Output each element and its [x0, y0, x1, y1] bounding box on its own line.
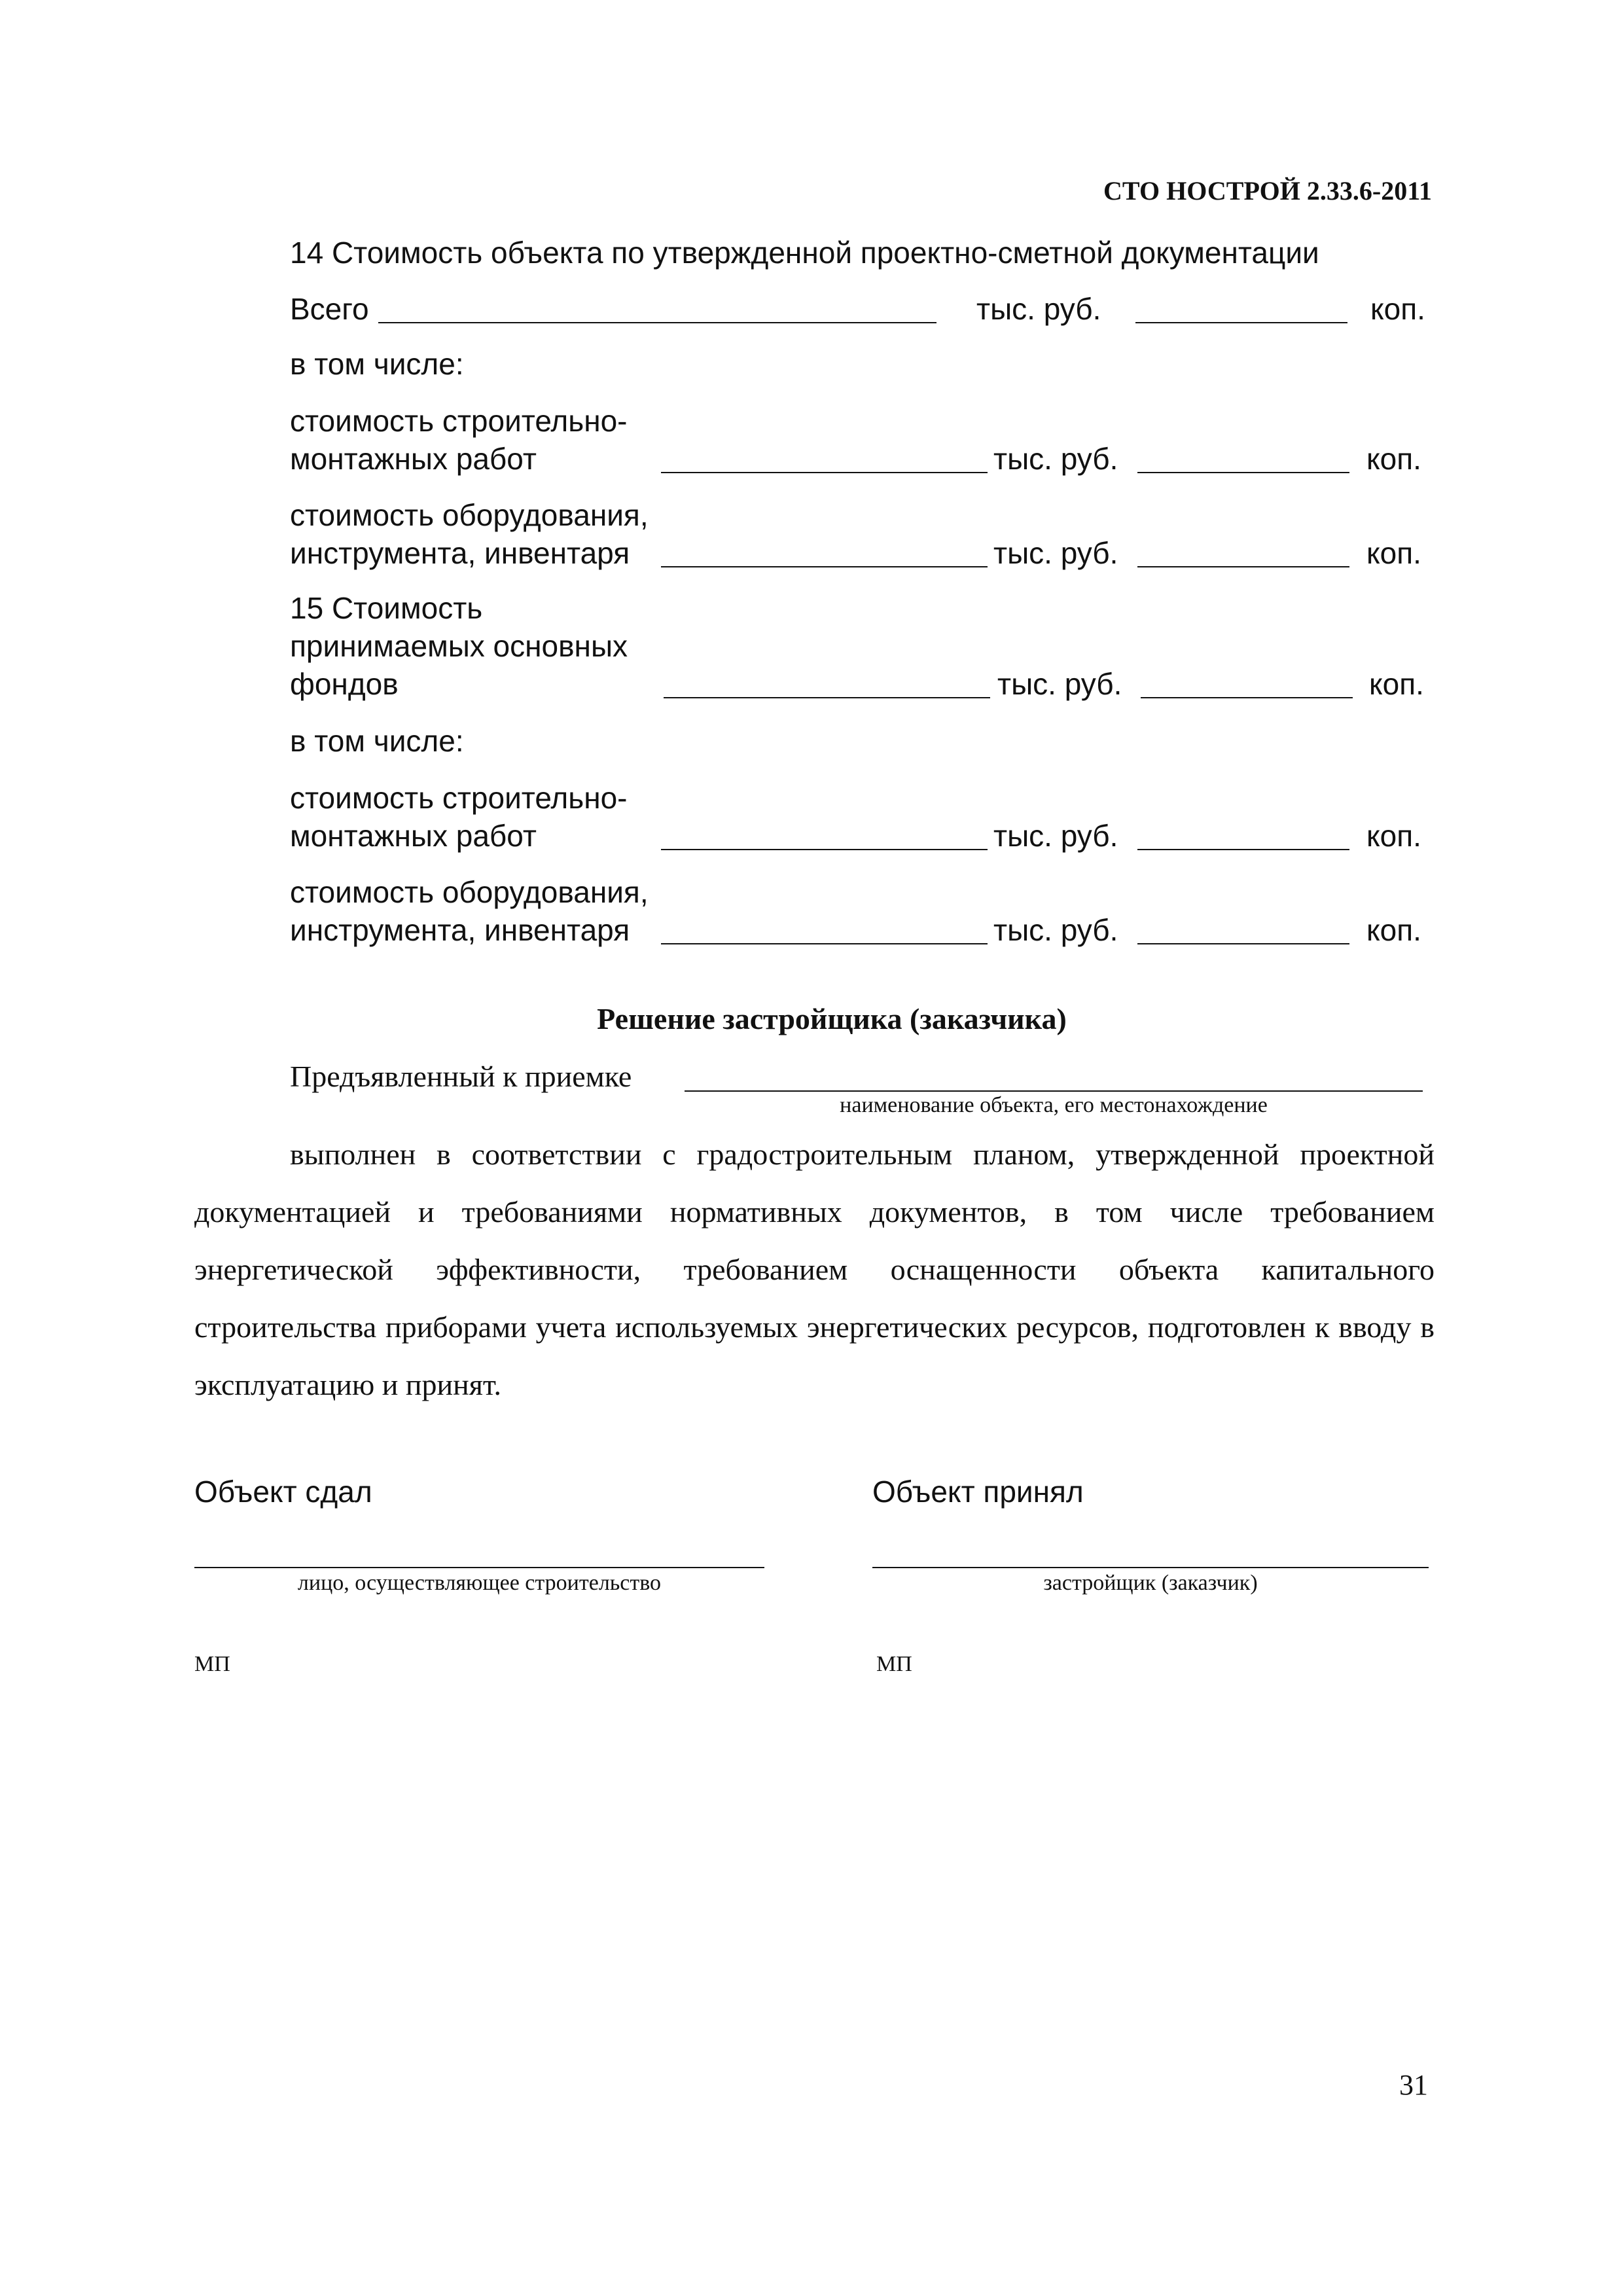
unit-kop: коп. — [1366, 442, 1421, 476]
section14-title: 14 Стоимость объекта по утвержденной проектно-сметной документации — [290, 236, 1319, 270]
including-label: в том числе: — [290, 347, 464, 381]
including-label: в том числе: — [290, 724, 464, 758]
unit-kop: коп. — [1369, 667, 1424, 701]
equip-label-line2: инструмента, инвентаря — [290, 536, 630, 570]
equip-label-line1: стоимость оборудования, — [290, 498, 649, 532]
accepted-label: Объект принял — [872, 1475, 1084, 1509]
smr-label-line2: монтажных работ — [290, 442, 537, 476]
unit-kop: коп. — [1366, 913, 1421, 947]
funds-rub-field[interactable] — [664, 697, 990, 698]
smr-label-line1: стоимость строительно- — [290, 781, 628, 815]
stamp-place-left: МП — [194, 1652, 230, 1676]
equip-rub-field[interactable] — [661, 943, 988, 944]
total-kop-field[interactable] — [1135, 322, 1347, 323]
smr-label-line2: монтажных работ — [290, 819, 537, 853]
decision-paragraph: выполнен в соответствии с градостроительным планом, утвержденной проектной документацией и требованиями нормативных документов, в том числе требованием энергетической эффективности, требованием оснащенности объекта капитального строительства приборами учета используемых энергетических ресурсов, подготовлен к вводу в эксплуатацию и принят. — [194, 1138, 1435, 1401]
page-number: 31 — [1399, 2069, 1428, 2101]
contractor-signature-field[interactable] — [194, 1567, 764, 1568]
funds-kop-field[interactable] — [1141, 697, 1353, 698]
smr-kop-field[interactable] — [1137, 472, 1349, 473]
unit-thousand-rub: тыс. руб. — [993, 913, 1118, 947]
equip-label-line2: инструмента, инвентаря — [290, 913, 630, 947]
smr-rub-field[interactable] — [661, 849, 988, 850]
equip-kop-field[interactable] — [1137, 566, 1349, 567]
unit-thousand-rub: тыс. руб. — [997, 667, 1122, 701]
unit-thousand-rub: тыс. руб. — [993, 442, 1118, 476]
presented-label: Предъявленный к приемке — [290, 1060, 632, 1093]
stamp-place-right: МП — [876, 1652, 912, 1676]
unit-kop: коп. — [1370, 292, 1425, 326]
customer-caption: застройщик (заказчик) — [1043, 1571, 1258, 1595]
handed-over-label: Объект сдал — [194, 1475, 372, 1509]
unit-kop: коп. — [1366, 819, 1421, 853]
equip-rub-field[interactable] — [661, 566, 988, 567]
unit-thousand-rub: тыс. руб. — [993, 536, 1118, 570]
unit-kop: коп. — [1366, 536, 1421, 570]
section15-title-line1: 15 Стоимость — [290, 591, 483, 625]
contractor-caption: лицо, осуществляющее строительство — [297, 1571, 662, 1595]
unit-thousand-rub: тыс. руб. — [993, 819, 1118, 853]
section15-title-line2: принимаемых основных — [290, 629, 628, 663]
equip-label-line1: стоимость оборудования, — [290, 875, 649, 909]
equip-kop-field[interactable] — [1137, 943, 1349, 944]
section15-title-line3: фондов — [290, 667, 399, 701]
smr-label-line1: стоимость строительно- — [290, 404, 628, 438]
smr-rub-field[interactable] — [661, 472, 988, 473]
object-name-field[interactable] — [685, 1090, 1423, 1092]
document-code: СТО НОСТРОЙ 2.33.6-2011 — [1103, 176, 1432, 206]
unit-thousand-rub: тыс. руб. — [976, 292, 1101, 326]
total-rub-field[interactable] — [378, 322, 936, 323]
decision-heading: Решение застройщика (заказчика) — [597, 1002, 1067, 1035]
smr-kop-field[interactable] — [1137, 849, 1349, 850]
total-label: Всего — [290, 292, 369, 326]
object-name-caption: наименование объекта, его местонахождение — [840, 1093, 1268, 1117]
customer-signature-field[interactable] — [872, 1567, 1429, 1568]
